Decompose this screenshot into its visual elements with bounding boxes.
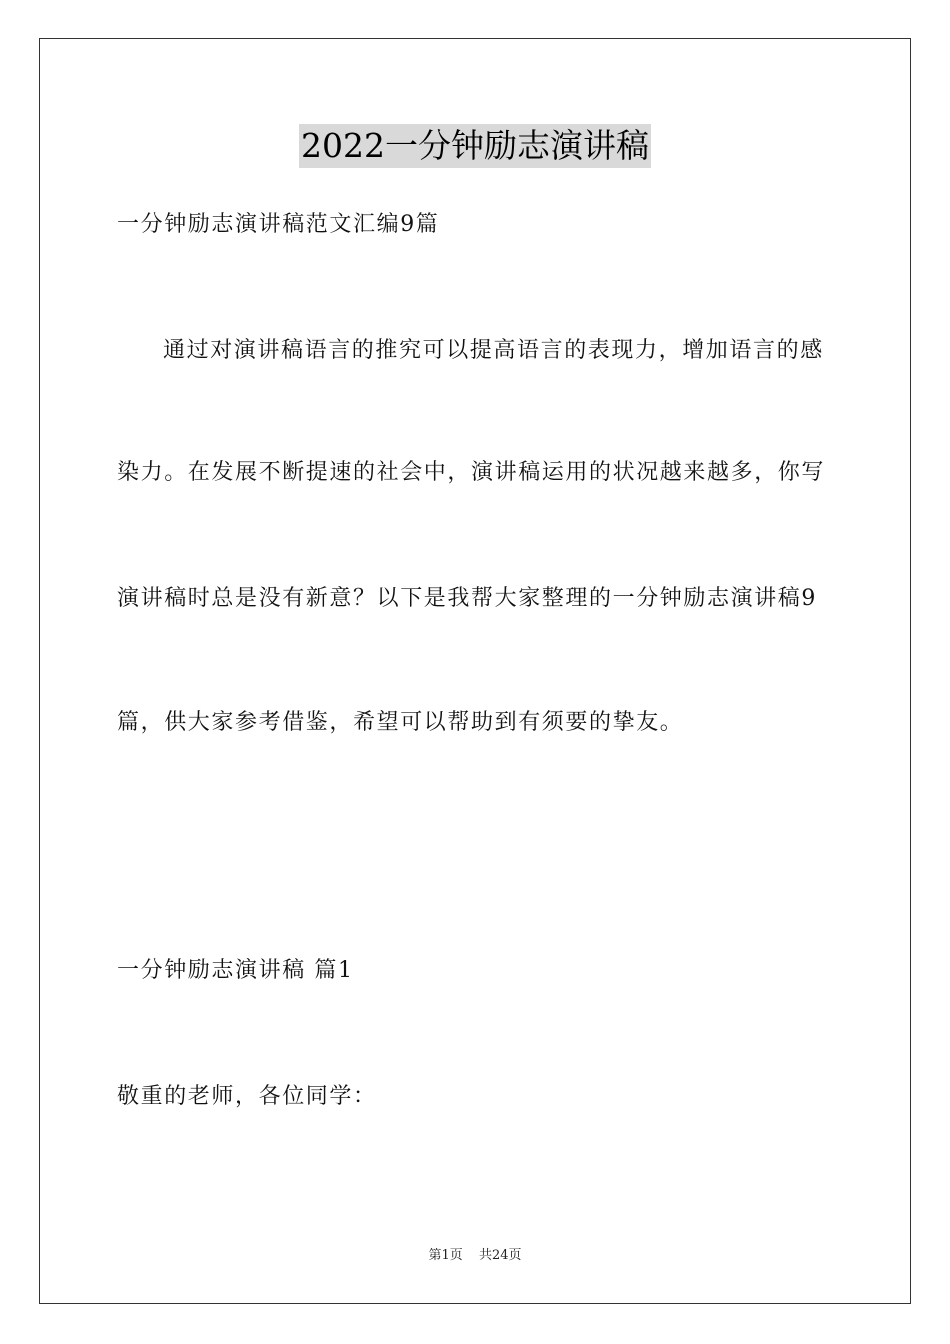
paragraph-line-3: 演讲稿时总是没有新意？以下是我帮大家整理的一分钟励志演讲稿9 (117, 586, 817, 611)
document-title: 2022一分钟励志演讲稿 (299, 124, 651, 168)
page-footer (0, 1247, 950, 1265)
section-heading: 一分钟励志演讲稿 篇1 (117, 958, 354, 983)
page-total: 共24页 (478, 1248, 522, 1263)
salutation: 敬重的老师，各位同学： (117, 1084, 377, 1109)
paragraph-line-1: 通过对演讲稿语言的推究可以提高语言的表现力，增加语言的感 (163, 338, 824, 363)
title-container (0, 124, 950, 168)
document-subtitle: 一分钟励志演讲稿范文汇编9篇 (117, 212, 440, 237)
paragraph-line-2: 染力。在发展不断提速的社会中，演讲稿运用的状况越来越多，你写 (117, 460, 826, 485)
paragraph-line-4: 篇，供大家参考借鉴，希望可以帮助到有须要的挚友。 (117, 710, 684, 735)
page-number: 第1页 (428, 1248, 463, 1263)
